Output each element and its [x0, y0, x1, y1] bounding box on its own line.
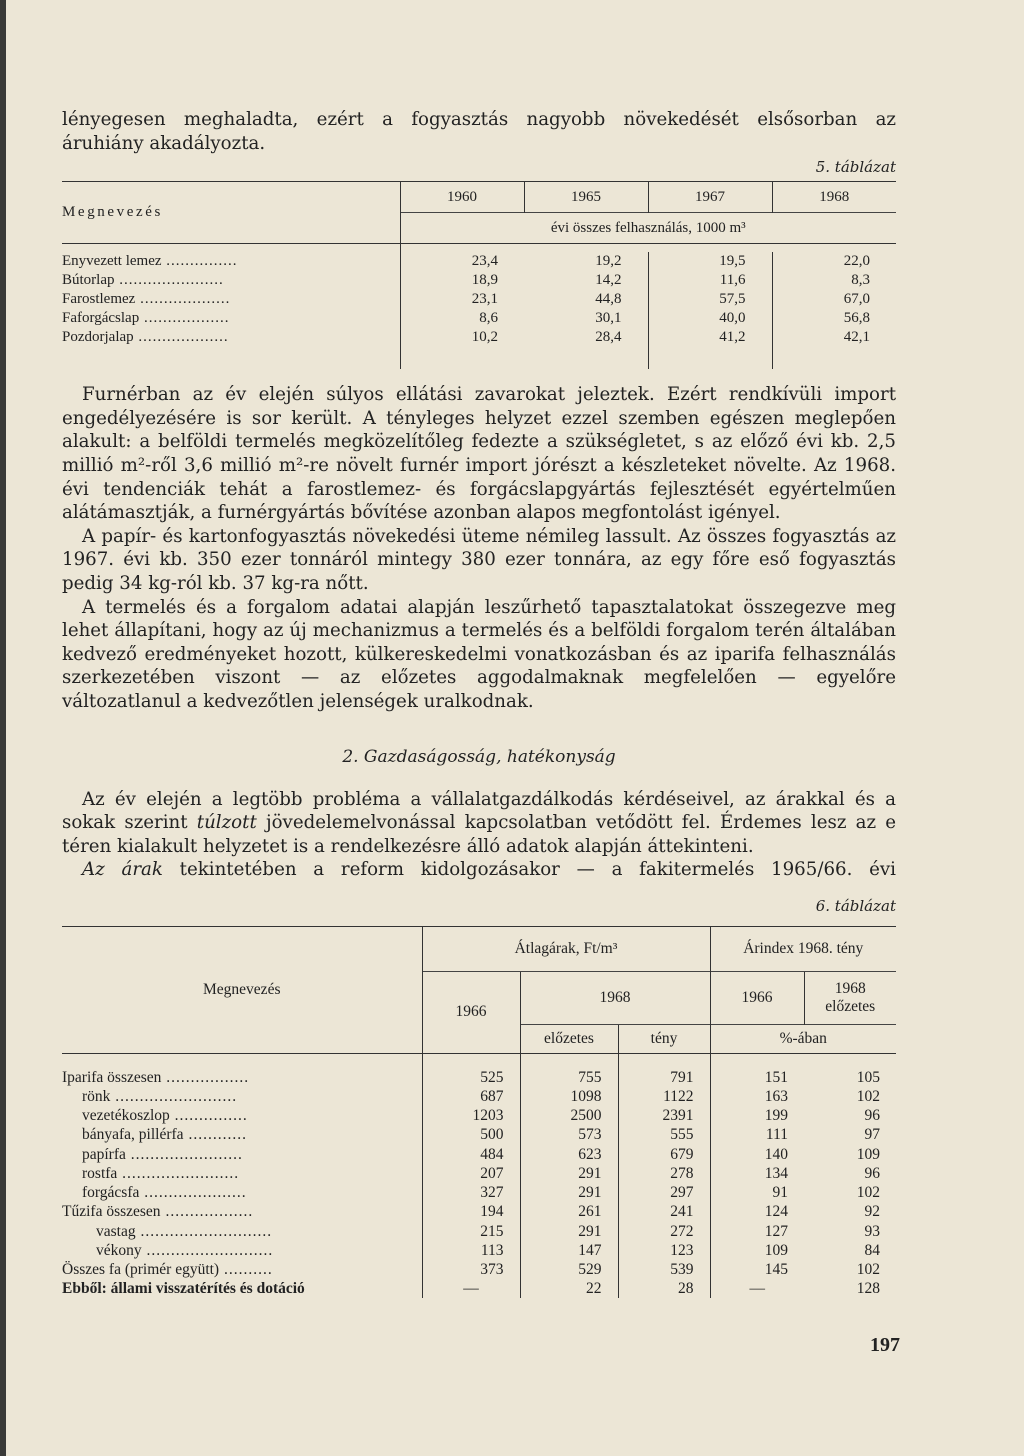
table-row [62, 1068, 896, 1087]
row-name: Iparifa összesen [62, 1068, 162, 1086]
cell-index-1966: 109 [710, 1241, 804, 1260]
table-row [62, 1260, 896, 1279]
cell-1968: 67,0 [772, 290, 896, 309]
cell-1968-elozetes: 261 [520, 1202, 618, 1221]
cell-1968-elozetes: 1098 [520, 1087, 618, 1106]
row-name: Tűzifa összesen [62, 1203, 161, 1221]
leader-dots: .......................... [141, 1241, 274, 1259]
paragraph-summary: A termelés és a forgalom adatai alapján leszűrhető tapasztalatokat összegezve meg lehet állapítani, hogy az új mechanizmus a termelés és a belföldi forgalom terén általában kedvező eredményeket hozott, külkereskedelmi vonatkozásban és az iparifa felhasználás szerkezetében viszont — az előzetes aggodalmaknak megfelelően — egyelőre változatlanul a kedvezőtlen jelenségek uralkodnak. [62, 596, 896, 712]
table-5-year-1967: 1967 [648, 182, 772, 213]
cell-1960: 10,2 [400, 328, 524, 347]
row-name: vastag [96, 1222, 136, 1240]
cell-1966: — [422, 1279, 520, 1298]
cell-index-1966: 145 [710, 1260, 804, 1279]
cell-1966: 687 [422, 1087, 520, 1106]
table-6-sub-elozetes: előzetes [520, 1024, 618, 1053]
leader-dots: ............... [161, 253, 238, 270]
leader-dots: ................. [161, 1068, 250, 1086]
table-row [62, 1279, 896, 1298]
cell-1967: 11,6 [648, 271, 772, 290]
cell-1968: 56,8 [772, 309, 896, 328]
cell-1967: 19,5 [648, 252, 772, 271]
table-row [62, 290, 896, 309]
leader-dots: ................... [133, 329, 229, 346]
cell-1966: 1203 [422, 1106, 520, 1125]
page-number: 197 [870, 1334, 900, 1356]
table-5-year-1968: 1968 [772, 182, 896, 213]
cell-index-1966: 111 [710, 1125, 804, 1144]
table-row [62, 309, 896, 328]
table-row [62, 1164, 896, 1183]
cell-index-1968: 84 [864, 1241, 880, 1259]
table-row [62, 1087, 896, 1106]
table-row [62, 328, 896, 347]
cell-1968-teny: 272 [618, 1222, 710, 1241]
cell-index-1968: 93 [864, 1222, 880, 1240]
table-6-index-1968 [804, 971, 896, 1024]
cell-index-1966: 151 [710, 1068, 804, 1087]
paragraph-prices-emphasis: Az árak [82, 859, 163, 881]
cell-1965: 44,8 [595, 291, 622, 308]
cell-1967: 41,2 [648, 328, 772, 347]
paragraph-economy [62, 788, 896, 859]
cell-1966: 373 [422, 1260, 520, 1279]
table-6-group-prices: Átlagárak, Ft/m³ [422, 926, 710, 971]
cell-1968-elozetes: 573 [520, 1125, 618, 1144]
cell-1965: 14,2 [595, 272, 622, 289]
cell-1966: 500 [422, 1125, 520, 1144]
cell-index-1968: 102 [856, 1184, 880, 1202]
cell-index-1966: 127 [710, 1222, 804, 1241]
row-name: rostfa [82, 1164, 118, 1182]
row-name: rönk [82, 1088, 111, 1106]
row-name: Összes fa (primér együtt) [62, 1260, 220, 1278]
cell-1966: 207 [422, 1164, 520, 1183]
paragraph-prices [62, 858, 896, 882]
cell-1968-teny: 241 [618, 1202, 710, 1221]
cell-index-1968: 96 [864, 1164, 880, 1182]
intro-line-2: áruhiány akadályozta. [62, 132, 266, 154]
cell-1968: 42,1 [772, 328, 896, 347]
cell-1968-teny: 791 [618, 1068, 710, 1087]
leader-dots: ....................... [125, 1145, 243, 1163]
leader-dots: .................. [160, 1203, 254, 1221]
table-6-group-index: Árindex 1968. tény [710, 926, 896, 971]
cell-1968-teny: 123 [618, 1241, 710, 1260]
leader-dots: ........................ [117, 1164, 240, 1182]
leader-dots: ........................... [135, 1222, 273, 1240]
cell-index-1966: 124 [710, 1202, 804, 1221]
table-row [62, 1145, 896, 1164]
cell-1968-teny: 555 [618, 1125, 710, 1144]
table-6-year-1968: 1968 [520, 971, 710, 1024]
row-name: papírfa [82, 1145, 126, 1163]
cell-index-1968: 96 [864, 1107, 880, 1125]
paragraph-veneer: Furnérban az év elején súlyos ellátási zavarokat jeleztek. Ezért rendkívüli import engedélyezésére is sor került. A tényleges helyzet ezzel szemben egészen meglepően alakult: a belföldi termelés megközelítőleg fedezte a szükségletet, s az előző évi kb. 2,5 millió m²-ről 3,6 millió m²-re növelt furnér import jórészt a készleteket növelte. Az 1968. évi tendenciák tehát a farostlemez- és forgácslapgyártás fejlesztését egyértelműen alátámasztják, a furnérgyártás bővítése azonban alapos megfontolást igényel. [62, 384, 896, 524]
cell-1968-elozetes: 755 [520, 1068, 618, 1087]
cell-1965: 30,1 [595, 310, 622, 327]
cell-1960: 8,6 [400, 309, 524, 328]
table-row [62, 271, 896, 290]
row-name: Ebből: állami visszatérítés és dotáció [62, 1280, 305, 1298]
row-name: Bútorlap [62, 272, 115, 289]
table-6-caption: 6. táblázat [815, 896, 896, 915]
cell-index-1968: 92 [864, 1203, 880, 1221]
table-6-index-1968-sub: előzetes [825, 997, 876, 1015]
leader-dots: ...................... [114, 272, 224, 289]
cell-1960: 23,1 [400, 290, 524, 309]
leader-dots: ......................... [110, 1088, 238, 1106]
cell-1968-elozetes: 291 [520, 1222, 618, 1241]
cell-index-1966: — [710, 1279, 804, 1298]
cell-1968-elozetes: 623 [520, 1145, 618, 1164]
table-5-label-header: Megnevezés [62, 182, 400, 244]
table-6-index-1968-year: 1968 [834, 979, 866, 997]
cell-1966: 484 [422, 1145, 520, 1164]
table-6-year-1966: 1966 [422, 971, 520, 1053]
cell-1968-elozetes: 147 [520, 1241, 618, 1260]
cell-index-1968: 97 [864, 1126, 880, 1144]
cell-index-1968: 109 [856, 1145, 880, 1163]
cell-index-1968: 102 [856, 1260, 880, 1278]
cell-1968-teny: 28 [618, 1279, 710, 1298]
cell-1968-teny: 679 [618, 1145, 710, 1164]
table-5-caption: 5. táblázat [815, 158, 896, 177]
row-name: Farostlemez [62, 291, 136, 308]
table-row [62, 1106, 896, 1125]
cell-1968-elozetes: 22 [520, 1279, 618, 1298]
table-5-unit: évi összes felhasználás, 1000 m³ [400, 213, 896, 244]
paragraph-economy-emphasis: túlzott [196, 812, 257, 834]
cell-1966: 215 [422, 1222, 520, 1241]
leader-dots: ............... [169, 1107, 248, 1125]
table-5-year-1965: 1965 [524, 182, 648, 213]
table-6-sub-pct: %-ában [710, 1024, 896, 1053]
page-content [62, 108, 896, 1298]
leader-dots: .................. [139, 310, 230, 327]
paragraph-economy-b: jövedelemelvonással kapcsolatban vetődött fel. Érdemes lesz az e téren kialakult helyzetet is a rendelkezésre álló adatok alapján áttekinteni. [62, 812, 896, 857]
table-5-year-1960: 1960 [400, 182, 524, 213]
cell-1966: 327 [422, 1183, 520, 1202]
row-name: Enyvezett lemez [62, 253, 162, 270]
row-name: vezetékoszlop [82, 1107, 170, 1125]
leader-dots: .......... [219, 1260, 273, 1278]
row-name: Faforgácslap [62, 310, 140, 327]
table-row [62, 1222, 896, 1241]
cell-1968-elozetes: 2500 [520, 1106, 618, 1125]
cell-1968-elozetes: 291 [520, 1183, 618, 1202]
cell-index-1966: 134 [710, 1164, 804, 1183]
cell-index-1966: 91 [710, 1183, 804, 1202]
cell-1960: 18,9 [400, 271, 524, 290]
table-row [62, 1125, 896, 1144]
cell-index-1966: 140 [710, 1145, 804, 1164]
table-6-sub-teny: tény [618, 1024, 710, 1053]
cell-index-1968: 128 [856, 1280, 880, 1298]
row-name: vékony [96, 1241, 142, 1259]
cell-1968: 22,0 [772, 252, 896, 271]
leader-dots: ............ [183, 1126, 247, 1144]
table-row [62, 1241, 896, 1260]
section-heading: 2. Gazdaságosság, hatékonyság [342, 746, 616, 767]
cell-1968-teny: 2391 [618, 1106, 710, 1125]
leader-dots: ..................... [139, 1184, 247, 1202]
table-6 [62, 926, 896, 1298]
intro-line-1: lényegesen meghaladta, ezért a fogyasztás nagyobb növekedését elsősorban az [62, 109, 896, 130]
paragraph-paper: A papír- és kartonfogyasztás növekedési üteme némileg lassult. Az összes fogyasztás az 1967. évi kb. 350 ezer tonnáról mintegy 380 ezer tonnára, az egy főre eső fogyasztás pedig 34 kg-ról kb. 37 kg-ra nőtt. [62, 525, 896, 594]
table-5 [62, 181, 896, 369]
cell-1966: 113 [422, 1241, 520, 1260]
table-row [62, 252, 896, 271]
cell-1968-teny: 1122 [618, 1087, 710, 1106]
cell-index-1966: 199 [710, 1106, 804, 1125]
cell-1968-teny: 297 [618, 1183, 710, 1202]
table-6-index-1966: 1966 [710, 971, 804, 1024]
cell-index-1968: 105 [856, 1068, 880, 1086]
cell-1960: 23,4 [400, 252, 524, 271]
cell-index-1966: 163 [710, 1087, 804, 1106]
cell-index-1968: 102 [856, 1088, 880, 1106]
cell-1966: 194 [422, 1202, 520, 1221]
cell-1967: 40,0 [648, 309, 772, 328]
page-binding-edge [0, 0, 6, 1456]
table-6-label-header: Megnevezés [62, 926, 422, 1053]
cell-1968-elozetes: 529 [520, 1260, 618, 1279]
cell-1968-teny: 278 [618, 1164, 710, 1183]
row-name: bányafa, pillérfa [82, 1126, 184, 1144]
paragraph-economy-a: Az év elején a legtöbb probléma a vállalatgazdálkodás kérdéseivel, az árakkal és a sokak szerint [62, 788, 896, 834]
table-row [62, 1183, 896, 1202]
table-row [62, 1202, 896, 1221]
row-name: Pozdorjalap [62, 329, 134, 346]
cell-1965: 28,4 [595, 329, 622, 346]
cell-1968: 8,3 [772, 271, 896, 290]
cell-1968-elozetes: 291 [520, 1164, 618, 1183]
cell-1968-teny: 539 [618, 1260, 710, 1279]
cell-1966: 525 [422, 1068, 520, 1087]
leader-dots: ................... [135, 291, 231, 308]
paragraph-prices-text: tekintetében a reform kidolgozásakor — a fakitermelés 1965/66. évi [162, 859, 896, 881]
cell-1967: 57,5 [648, 290, 772, 309]
row-name: forgácsfa [82, 1184, 140, 1202]
cell-1965: 19,2 [595, 253, 622, 270]
